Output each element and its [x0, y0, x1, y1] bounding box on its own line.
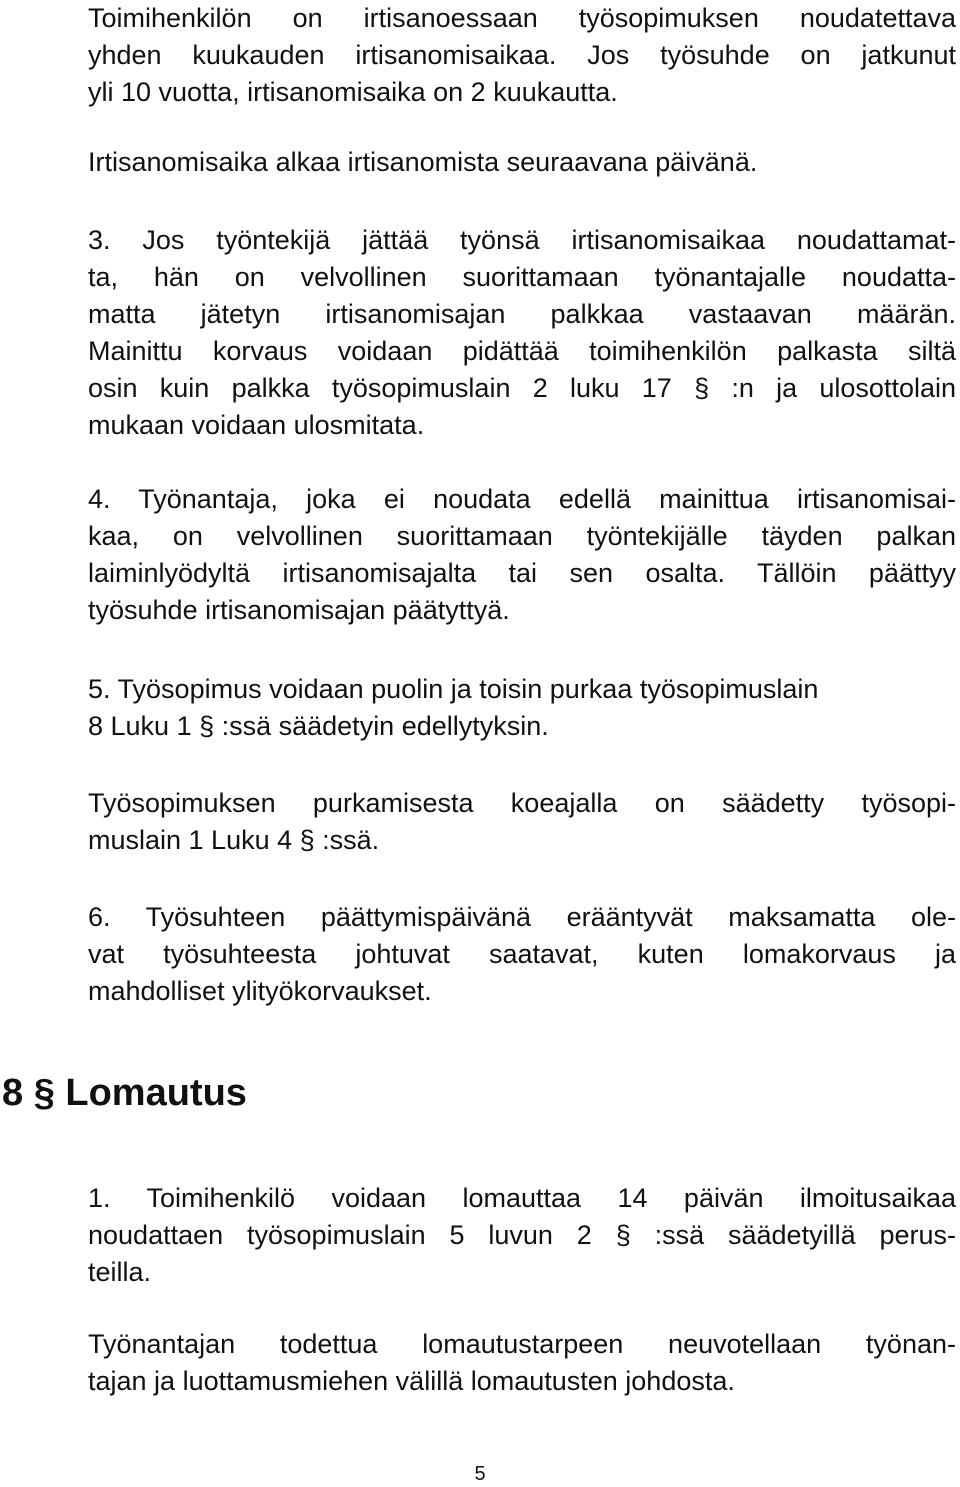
text-line: yli 10 vuotta, irtisanomisaika on 2 kuukautta. — [88, 77, 618, 107]
paragraph-layoff-1 — [88, 1180, 956, 1291]
text-line: teilla. — [88, 1257, 152, 1287]
paragraph-trial-period — [88, 785, 956, 859]
paragraph-item-4 — [88, 481, 956, 629]
page-number: 5 — [474, 1463, 486, 1485]
paragraph-item-3 — [88, 222, 956, 444]
text-line: muslain 1 Luku 4 § :ssä. — [88, 825, 380, 855]
text-line: matta jätetyn irtisanomisajan palkkaa vastaavan määrän. — [88, 299, 956, 329]
text-line: tajan ja luottamusmiehen välillä lomautusten johdosta. — [88, 1366, 735, 1396]
paragraph-notice-start — [88, 144, 757, 181]
text-line: 3. Jos työntekijä jättää työnsä irtisanomisaikaa noudattamat- — [88, 225, 956, 255]
paragraph-notice-period — [88, 0, 956, 111]
text-line: Mainittu korvaus voidaan pidättää toimihenkilön palkasta siltä — [88, 336, 956, 366]
text-line: yhden kuukauden irtisanomisaikaa. Jos työsuhde on jatkunut — [88, 40, 956, 70]
text-line: 1. Toimihenkilö voidaan lomauttaa 14 päivän ilmoitusaikaa — [88, 1183, 956, 1213]
text-line: Työsopimuksen purkamisesta koeajalla on säädetty työsopi- — [88, 788, 956, 818]
text-line: mukaan voidaan ulosmitata. — [88, 410, 425, 440]
paragraph-item-6 — [88, 899, 956, 1010]
text-line: 6. Työsuhteen päättymispäivänä erääntyvät maksamatta ole- — [88, 902, 956, 932]
text-line: osin kuin palkka työsopimuslain 2 luku 17 § :n ja ulosottolain — [88, 373, 956, 403]
text-line: Irtisanomisaika alkaa irtisanomista seuraavana päivänä. — [88, 147, 758, 177]
paragraph-item-5 — [88, 671, 818, 745]
text-line: 5. Työsopimus voidaan puolin ja toisin purkaa työsopimuslain — [88, 674, 819, 704]
text-line: työsuhde irtisanomisajan päätyttyä. — [88, 595, 510, 625]
text-line: 8 Luku 1 § :ssä säädetyin edellytyksin. — [88, 711, 549, 741]
section-heading: 8 § Lomautus — [2, 1072, 247, 1114]
text-line: mahdolliset ylityökorvaukset. — [88, 976, 432, 1006]
text-line: laiminlyödyltä irtisanomisajalta tai sen osalta. Tällöin päättyy — [88, 558, 956, 588]
text-line: Toimihenkilön on irtisanoessaan työsopimuksen noudatettava — [88, 3, 956, 33]
text-line: vat työsuhteesta johtuvat saatavat, kuten lomakorvaus ja — [88, 939, 956, 969]
paragraph-layoff-negotiation — [88, 1326, 956, 1400]
text-line: Työnantajan todettua lomautustarpeen neuvotellaan työnan- — [88, 1329, 956, 1359]
text-line: noudattaen työsopimuslain 5 luvun 2 § :ssä säädetyillä perus- — [88, 1220, 956, 1250]
text-line: kaa, on velvollinen suorittamaan työntekijälle täyden palkan — [88, 521, 956, 551]
text-line: 4. Työnantaja, joka ei noudata edellä mainittua irtisanomisai- — [88, 484, 956, 514]
text-line: ta, hän on velvollinen suorittamaan työnantajalle noudatta- — [88, 262, 956, 292]
